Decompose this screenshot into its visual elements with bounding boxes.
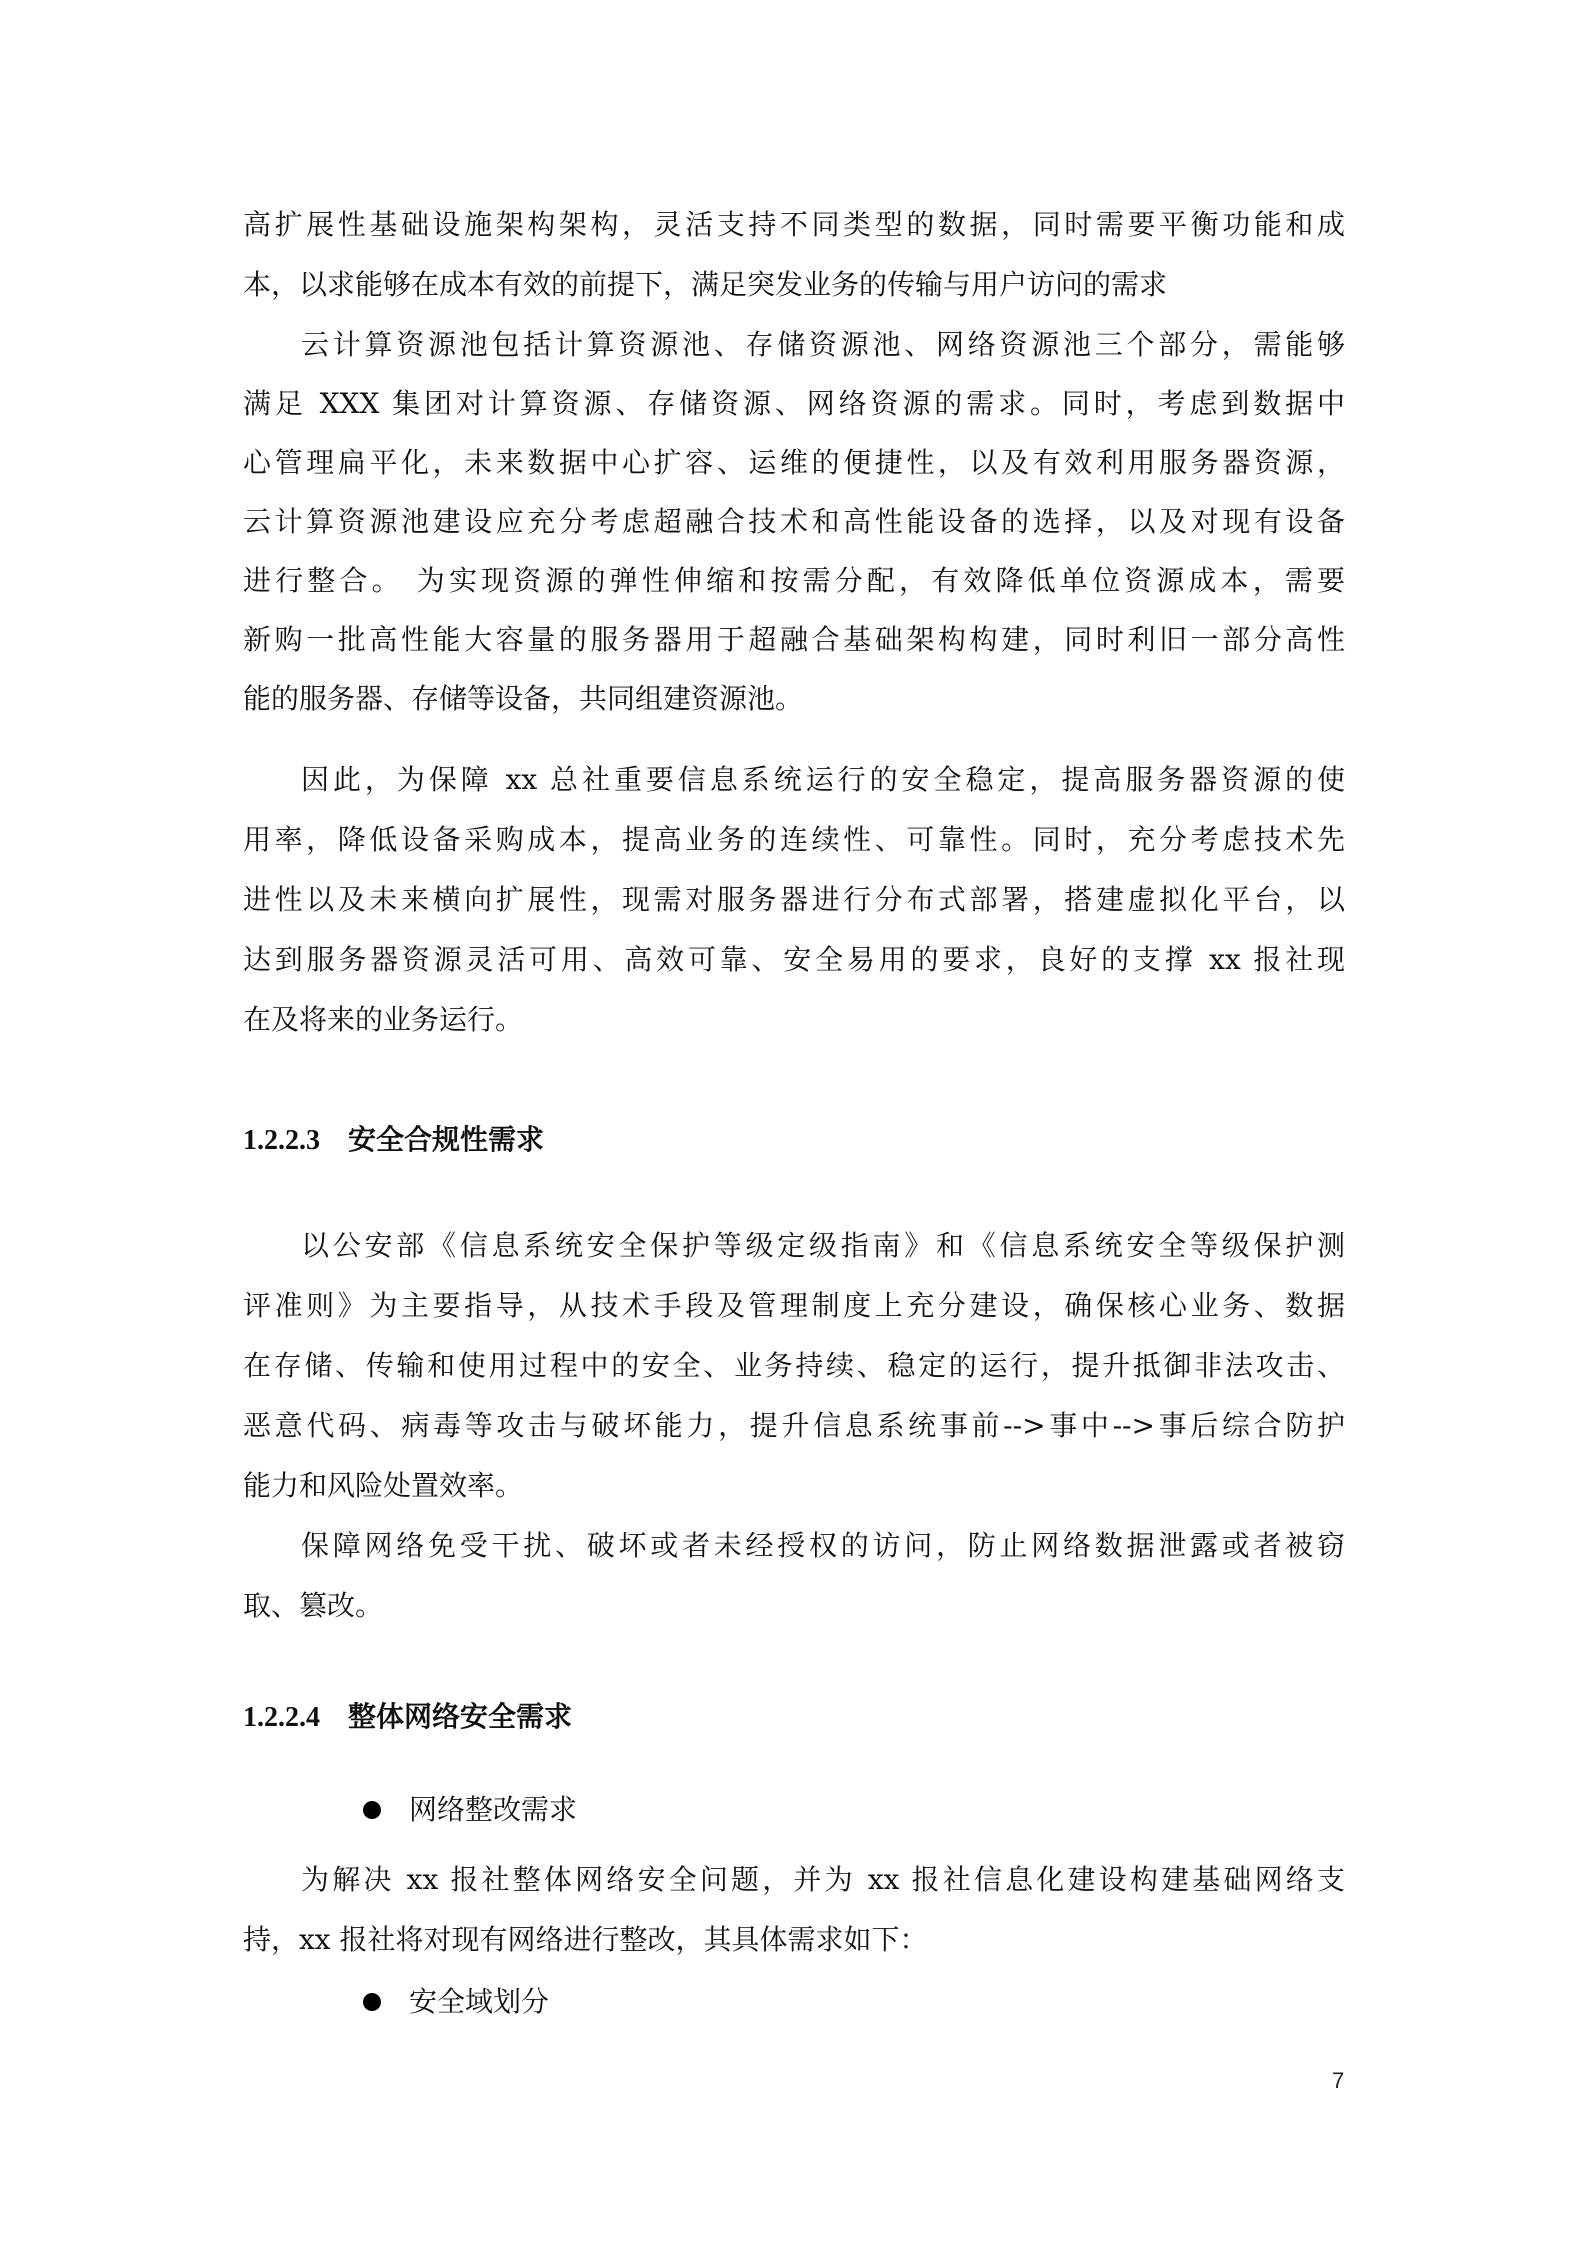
paragraph-line: 恶意代码、病毒等攻击与破坏能力，提升信息系统事前-->事中-->事后综合防护: [243, 1409, 1345, 1442]
paragraph-line: 以公安部《信息系统安全保护等级定级指南》和《信息系统安全等级保护测: [301, 1229, 1345, 1262]
paragraph-line: 本，以求能够在成本有效的前提下，满足突发业务的传输与用户访问的需求: [243, 268, 1168, 301]
section-title: 安全合规性需求: [348, 1123, 545, 1156]
bullet-item: [363, 1982, 549, 2022]
paragraph-line: 保障网络免受干扰、破坏或者未经授权的访问，防止网络数据泄露或者被窃: [301, 1529, 1345, 1562]
paragraph-line: 在及将来的业务运行。: [243, 1003, 524, 1036]
paragraph-line: 用率，降低设备采购成本，提高业务的连续性、可靠性。同时，充分考虑技术先: [243, 823, 1345, 856]
bullet-dot-icon: [363, 1993, 381, 2011]
paragraph-line: 因此，为保障 xx 总社重要信息系统运行的安全稳定，提高服务器资源的使: [301, 763, 1345, 796]
paragraph-line: 进性以及未来横向扩展性，现需对服务器进行分布式部署，搭建虚拟化平台，以: [243, 883, 1345, 916]
paragraph-line: 满足 XXX 集团对计算资源、存储资源、网络资源的需求。同时，考虑到数据中: [243, 387, 1345, 420]
paragraph-line: 评准则》为主要指导，从技术手段及管理制度上充分建设，确保核心业务、数据: [243, 1289, 1345, 1322]
paragraph-line: 新购一批高性能大容量的服务器用于超融合基础架构构建，同时利旧一部分高性: [243, 623, 1345, 656]
paragraph-line: 能力和风险处置效率。: [243, 1469, 524, 1502]
paragraph-line: 为解决 xx 报社整体网络安全问题，并为 xx 报社信息化建设构建基础网络支: [301, 1863, 1345, 1896]
section-title: 整体网络安全需求: [348, 1700, 573, 1733]
bullet-text: 网络整改需求: [409, 1793, 578, 1826]
paragraph-line: 云计算资源池建设应充分考虑超融合技术和高性能设备的选择，以及对现有设备: [243, 505, 1345, 538]
paragraph-line: 心管理扁平化，未来数据中心扩容、运维的便捷性，以及有效利用服务器资源，: [243, 446, 1345, 479]
paragraph-line: 在存储、传输和使用过程中的安全、业务持续、稳定的运行，提升抵御非法攻击、: [243, 1349, 1345, 1382]
bullet-item: [363, 1790, 577, 1830]
paragraph-line: 达到服务器资源灵活可用、高效可靠、安全易用的要求，良好的支撑 xx 报社现: [243, 943, 1345, 976]
bullet-dot-icon: [363, 1801, 381, 1819]
paragraph-line: 能的服务器、存储等设备，共同组建资源池。: [243, 682, 804, 715]
section-heading: [243, 1697, 572, 1737]
paragraph-line: 高扩展性基础设施架构架构，灵活支持不同类型的数据，同时需要平衡功能和成: [243, 208, 1345, 241]
bullet-text: 安全域划分: [409, 1985, 550, 2018]
section-heading: [243, 1120, 544, 1160]
paragraph-line: 进行整合。 为实现资源的弹性伸缩和按需分配，有效降低单位资源成本，需要: [243, 564, 1345, 597]
page-number: 7: [1332, 2068, 1345, 2093]
section-number: 1.2.2.4: [243, 1702, 320, 1733]
paragraph-line: 持，xx 报社将对现有网络进行整改，其具体需求如下：: [243, 1923, 928, 1956]
paragraph-line: 取、篡改。: [243, 1589, 384, 1622]
section-number: 1.2.2.3: [243, 1125, 320, 1156]
paragraph-line: 云计算资源池包括计算资源池、存储资源池、网络资源池三个部分，需能够: [301, 328, 1345, 361]
